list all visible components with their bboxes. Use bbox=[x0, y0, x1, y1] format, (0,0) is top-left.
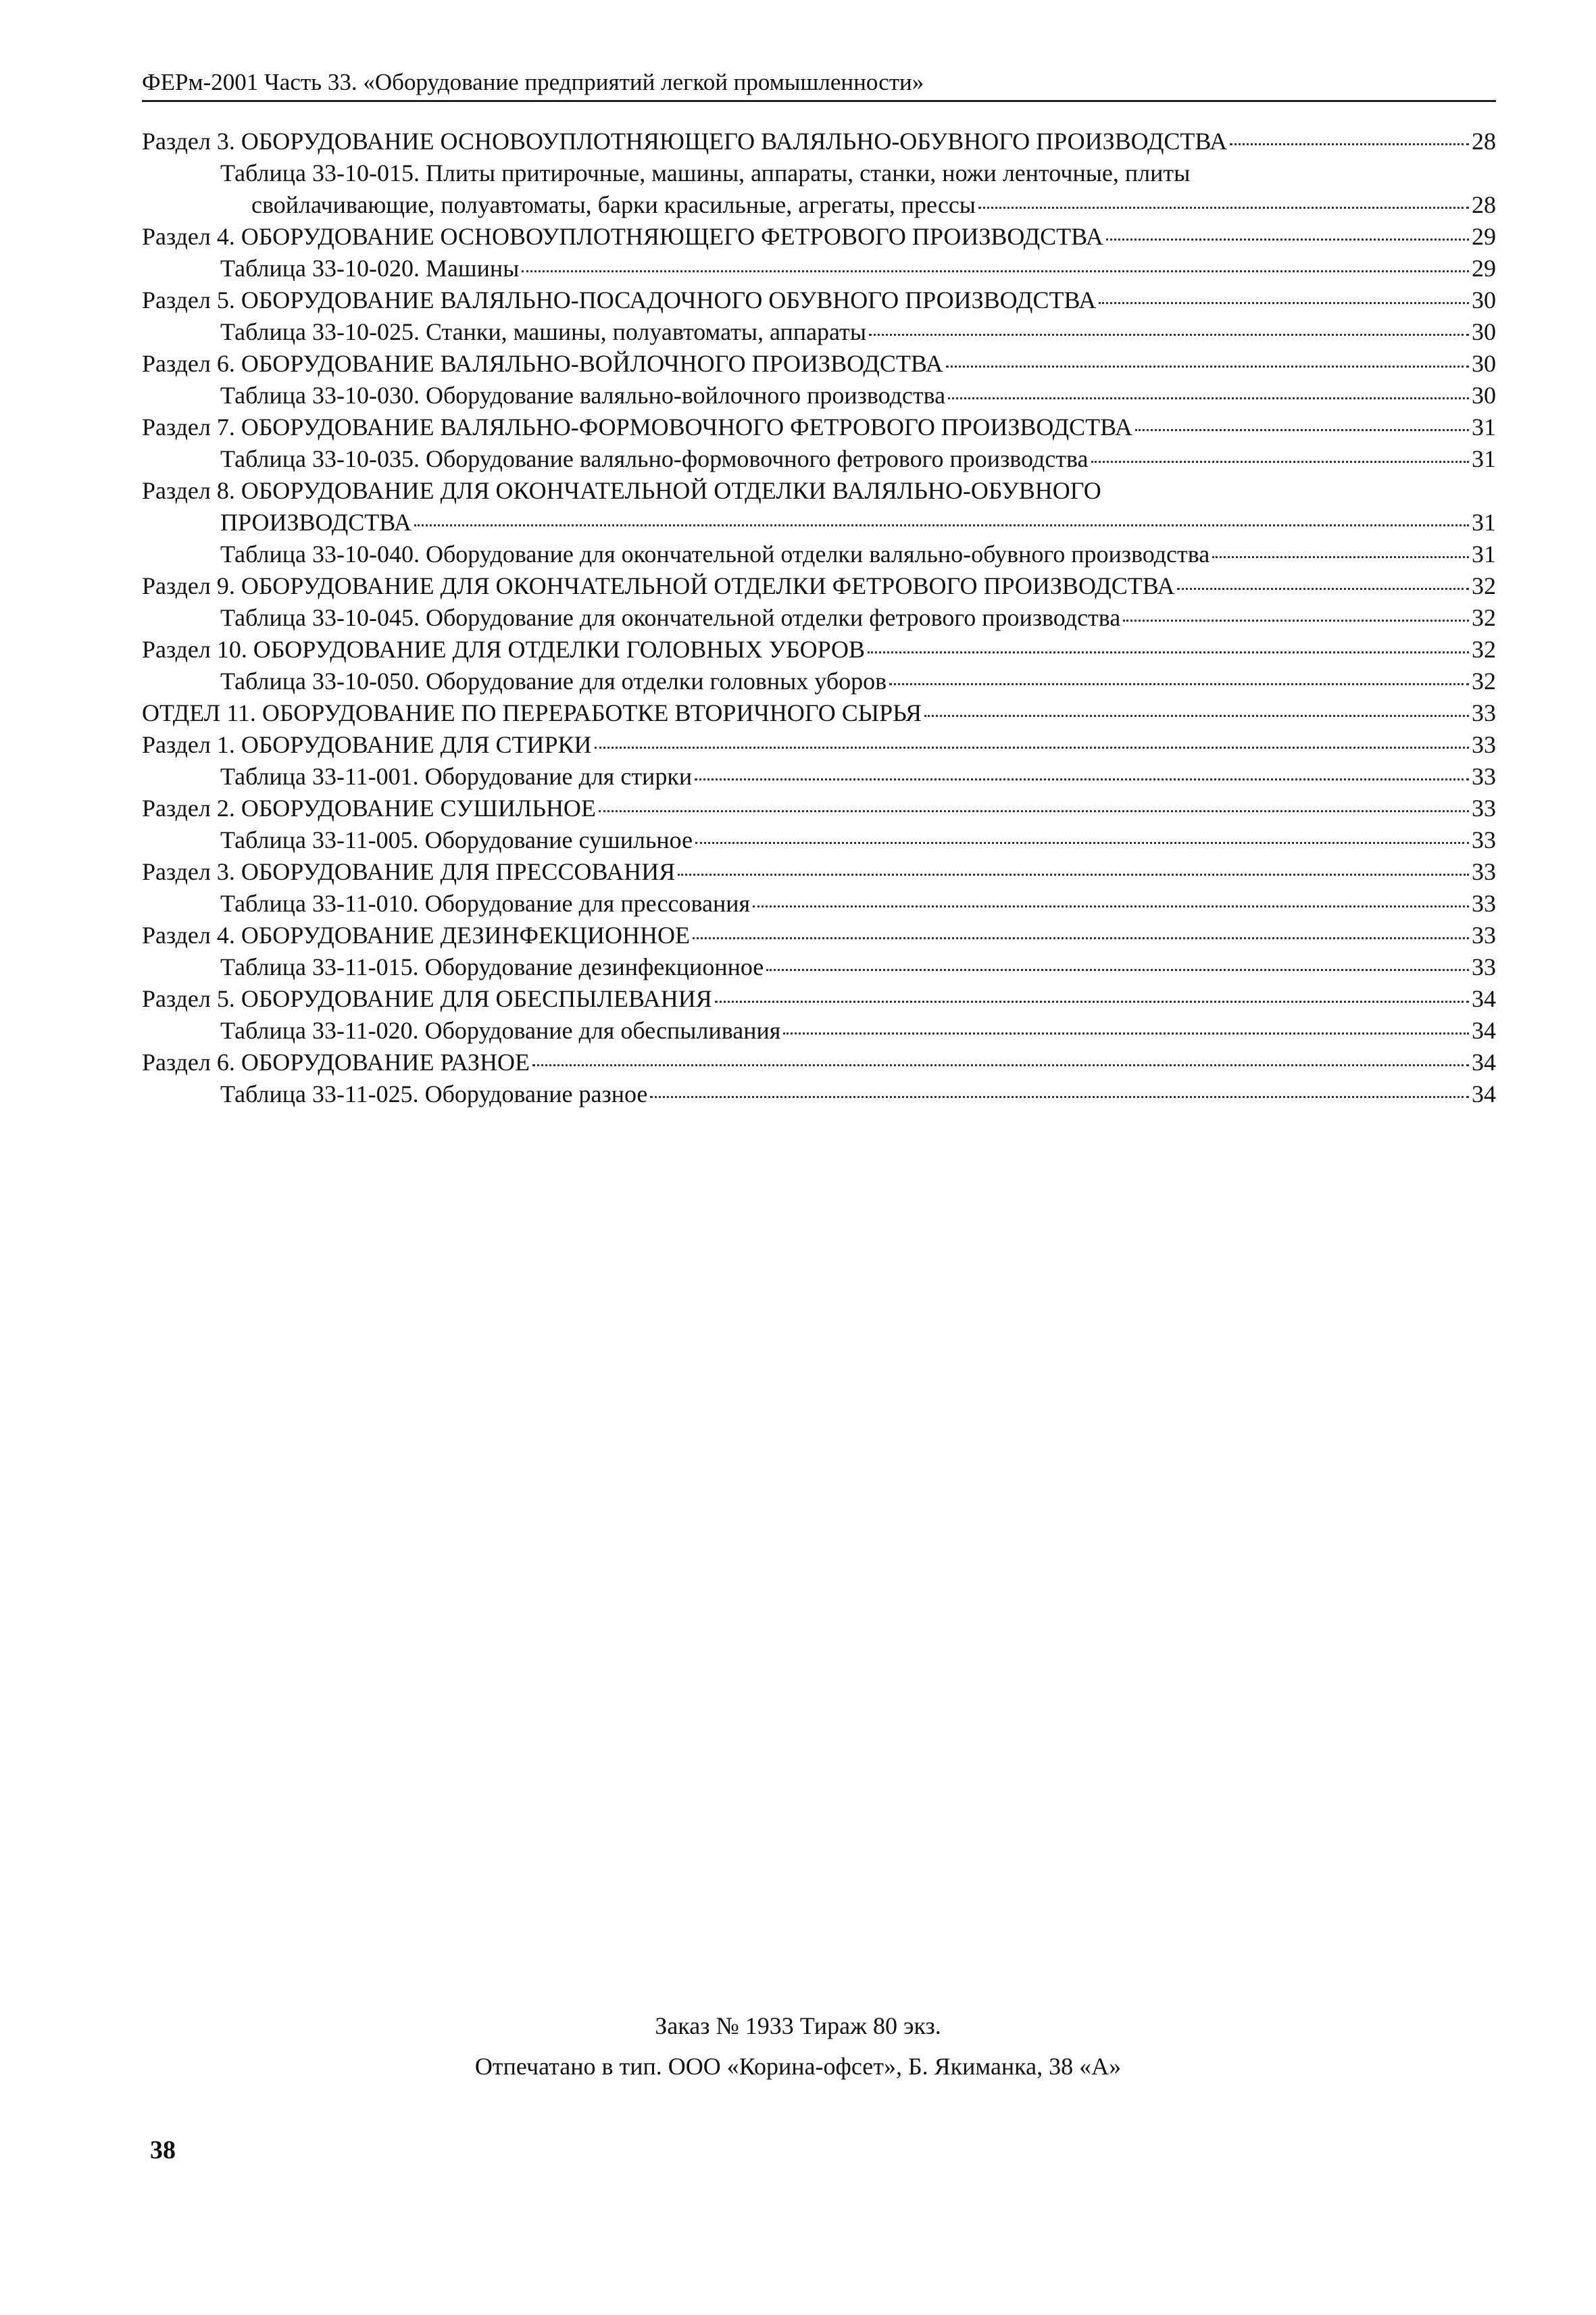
toc-entry-text: Раздел 6. ОБОРУДОВАНИЕ РАЗНОЕ bbox=[142, 1049, 530, 1076]
toc-entry-text: Раздел 9. ОБОРУДОВАНИЕ ДЛЯ ОКОНЧАТЕЛЬНОЙ ОТДЕЛКИ ФЕТРОВОГО ПРОИЗВОДСТВА bbox=[142, 572, 1175, 599]
toc-entry-text: Таблица 33-10-035. Оборудование валяльно-формовочного фетрового производства bbox=[220, 445, 1089, 472]
toc-entry-text: Раздел 4. ОБОРУДОВАНИЕ ДЕЗИНФЕКЦИОННОЕ bbox=[142, 922, 690, 949]
toc-entry-text: Таблица 33-10-015. Плиты притирочные, машины, аппараты, станки, ножи ленточные, плиты bbox=[220, 159, 1191, 186]
toc-entry-text: Таблица 33-11-025. Оборудование разное bbox=[220, 1080, 648, 1107]
toc-entry-section bbox=[142, 729, 1496, 761]
toc-page-number: 33 bbox=[1472, 890, 1496, 917]
order-line: Заказ № 1933 Тираж 80 экз. bbox=[655, 2012, 941, 2039]
toc-page-number: 33 bbox=[1472, 763, 1496, 790]
toc-page-number: 31 bbox=[1472, 541, 1496, 568]
toc-entry-table bbox=[142, 824, 1496, 856]
toc-entry-table bbox=[142, 1078, 1496, 1110]
toc-entry-section bbox=[142, 856, 1496, 888]
toc-page-number: 33 bbox=[1472, 858, 1496, 885]
toc-entry-text: Таблица 33-11-015. Оборудование дезинфекционное bbox=[220, 953, 764, 980]
toc-entry-text: Раздел 5. ОБОРУДОВАНИЕ ДЛЯ ОБЕСПЫЛЕВАНИЯ bbox=[142, 985, 712, 1012]
page-number: 38 bbox=[150, 2136, 176, 2164]
header-title: ФЕРм-2001 Часть 33. «Оборудование предприятий легкой промышленности» bbox=[142, 69, 924, 95]
dot-leader bbox=[1212, 555, 1469, 558]
toc-entry-text: Таблица 33-11-005. Оборудование сушильное bbox=[220, 826, 693, 853]
dot-leader bbox=[532, 1064, 1469, 1066]
toc-entry-text: Таблица 33-11-010. Оборудование для прессования bbox=[220, 890, 751, 917]
toc-page-number: 33 bbox=[1472, 795, 1496, 822]
toc-entry-text: Таблица 33-10-025. Станки, машины, полуавтоматы, аппараты bbox=[220, 318, 867, 345]
toc-entry-text: Таблица 33-10-050. Оборудование для отделки головных уборов bbox=[220, 668, 887, 695]
toc-page-number: 32 bbox=[1472, 604, 1496, 631]
dot-leader bbox=[595, 746, 1469, 749]
toc-entry-table bbox=[142, 666, 1496, 697]
toc-entry-table bbox=[142, 539, 1496, 570]
printed-line: Отпечатано в тип. ООО «Корина-офсет», Б. Якиманка, 38 «А» bbox=[474, 2053, 1122, 2080]
toc-page-number: 34 bbox=[1472, 1049, 1496, 1076]
toc-entry-text: Раздел 6. ОБОРУДОВАНИЕ ВАЛЯЛЬНО-ВОЙЛОЧНОГО ПРОИЗВОДСТВА bbox=[142, 350, 943, 377]
dot-leader bbox=[889, 682, 1469, 685]
dot-leader bbox=[695, 841, 1469, 844]
toc-page-number: 34 bbox=[1472, 985, 1496, 1012]
dot-leader bbox=[678, 873, 1469, 876]
dot-leader bbox=[650, 1095, 1469, 1098]
toc-page-number: 31 bbox=[1472, 414, 1496, 441]
toc-entry-text: Раздел 1. ОБОРУДОВАНИЕ ДЛЯ СТИРКИ bbox=[142, 731, 592, 758]
toc-entry-continuation bbox=[142, 189, 1496, 221]
toc-page-number: 32 bbox=[1472, 668, 1496, 695]
toc-entry-section bbox=[142, 126, 1496, 157]
toc-page-number: 32 bbox=[1472, 572, 1496, 599]
toc-entry-section bbox=[142, 634, 1496, 666]
toc-entry-section bbox=[142, 284, 1496, 316]
toc-page-number: 30 bbox=[1472, 287, 1496, 314]
dot-leader bbox=[1099, 301, 1469, 304]
table-of-contents bbox=[142, 126, 1496, 1110]
dot-leader bbox=[948, 397, 1469, 399]
dot-leader bbox=[978, 206, 1469, 209]
toc-entry-text: Таблица 33-10-020. Машины bbox=[220, 255, 520, 282]
toc-page-number: 29 bbox=[1472, 223, 1496, 250]
toc-entry-section bbox=[142, 221, 1496, 253]
dot-leader bbox=[414, 524, 1469, 526]
dot-leader bbox=[1091, 460, 1469, 463]
toc-entry-text: Раздел 2. ОБОРУДОВАНИЕ СУШИЛЬНОЕ bbox=[142, 795, 596, 822]
dot-leader bbox=[599, 810, 1469, 812]
dot-leader bbox=[522, 270, 1469, 272]
toc-entry-section bbox=[142, 983, 1496, 1015]
dot-leader bbox=[693, 937, 1469, 939]
toc-page-number: 30 bbox=[1472, 382, 1496, 409]
toc-entry-text: Таблица 33-11-001. Оборудование для стирки bbox=[220, 763, 693, 790]
dot-leader bbox=[1177, 587, 1469, 590]
toc-entry-table bbox=[142, 443, 1496, 475]
toc-page-number: 28 bbox=[1472, 128, 1496, 155]
toc-page-number: 33 bbox=[1472, 731, 1496, 758]
toc-entry-text: Таблица 33-11-020. Оборудование для обеспыливания bbox=[220, 1017, 781, 1044]
toc-entry-text: Раздел 3. ОБОРУДОВАНИЕ ОСНОВОУПЛОТНЯЮЩЕГО ВАЛЯЛЬНО-ОБУВНОГО ПРОИЗВОДСТВА bbox=[142, 128, 1228, 155]
toc-page-number: 33 bbox=[1472, 922, 1496, 949]
toc-entry-text: Таблица 33-10-045. Оборудование для окончательной отделки фетрового производства bbox=[220, 604, 1121, 631]
toc-entry-section bbox=[142, 570, 1496, 602]
dot-leader bbox=[1106, 238, 1469, 241]
toc-page-number: 34 bbox=[1472, 1080, 1496, 1107]
toc-page-number: 30 bbox=[1472, 318, 1496, 345]
dot-leader bbox=[766, 968, 1469, 971]
toc-entry-table bbox=[142, 888, 1496, 920]
toc-entry-text: Раздел 8. ОБОРУДОВАНИЕ ДЛЯ ОКОНЧАТЕЛЬНОЙ ОТДЕЛКИ ВАЛЯЛЬНО-ОБУВНОГО bbox=[142, 477, 1101, 504]
toc-page-number: 33 bbox=[1472, 953, 1496, 980]
toc-page-number: 29 bbox=[1472, 255, 1496, 282]
toc-entry-section bbox=[142, 920, 1496, 951]
dot-leader bbox=[868, 651, 1469, 653]
toc-entry-table bbox=[142, 380, 1496, 412]
dot-leader bbox=[924, 714, 1469, 717]
toc-page-number: 32 bbox=[1472, 636, 1496, 663]
toc-entry-text: Раздел 5. ОБОРУДОВАНИЕ ВАЛЯЛЬНО-ПОСАДОЧНОГО ОБУВНОГО ПРОИЗВОДСТВА bbox=[142, 287, 1097, 314]
dot-leader bbox=[783, 1032, 1469, 1035]
dot-leader bbox=[869, 333, 1469, 336]
toc-entry-table bbox=[142, 602, 1496, 634]
toc-page-number: 28 bbox=[1472, 191, 1496, 218]
toc-entry-text: Раздел 3. ОБОРУДОВАНИЕ ДЛЯ ПРЕССОВАНИЯ bbox=[142, 858, 676, 885]
toc-entry-table bbox=[142, 1015, 1496, 1047]
toc-entry-text: Таблица 33-10-030. Оборудование валяльно-войлочного производства bbox=[220, 382, 946, 409]
dot-leader bbox=[753, 905, 1469, 907]
toc-page-number: 31 bbox=[1472, 509, 1496, 536]
toc-entry-section bbox=[142, 475, 1496, 507]
toc-entry-text: Таблица 33-10-040. Оборудование для окончательной отделки валяльно-обувного производства bbox=[220, 541, 1210, 568]
dot-leader bbox=[715, 1000, 1469, 1003]
toc-entry-table bbox=[142, 157, 1496, 189]
toc-entry-text: Раздел 10. ОБОРУДОВАНИЕ ДЛЯ ОТДЕЛКИ ГОЛОВНЫХ УБОРОВ bbox=[142, 636, 866, 663]
toc-entry-table bbox=[142, 761, 1496, 793]
imprint-block bbox=[0, 2006, 1596, 2087]
dot-leader bbox=[1230, 143, 1469, 145]
dot-leader bbox=[695, 778, 1469, 780]
toc-page-number: 33 bbox=[1472, 826, 1496, 853]
toc-entry-table bbox=[142, 951, 1496, 983]
running-header bbox=[142, 68, 1496, 102]
toc-entry-continuation bbox=[142, 507, 1496, 539]
toc-entry-table bbox=[142, 316, 1496, 348]
dot-leader bbox=[946, 365, 1469, 368]
dot-leader bbox=[1123, 619, 1469, 622]
toc-entry-text: свойлачивающие, полуавтоматы, барки красильные, агрегаты, прессы bbox=[251, 191, 976, 218]
toc-page-number: 34 bbox=[1472, 1017, 1496, 1044]
dot-leader bbox=[1135, 428, 1469, 431]
toc-entry-section bbox=[142, 412, 1496, 443]
toc-entry-text: ПРОИЗВОДСТВА bbox=[220, 509, 412, 536]
toc-page-number: 30 bbox=[1472, 350, 1496, 377]
toc-entry-section bbox=[142, 793, 1496, 824]
toc-entry-text: Раздел 7. ОБОРУДОВАНИЕ ВАЛЯЛЬНО-ФОРМОВОЧНОГО ФЕТРОВОГО ПРОИЗВОДСТВА bbox=[142, 414, 1132, 441]
toc-entry-section bbox=[142, 348, 1496, 380]
toc-page-number: 31 bbox=[1472, 445, 1496, 472]
toc-entry-text: Раздел 4. ОБОРУДОВАНИЕ ОСНОВОУПЛОТНЯЮЩЕГО ФЕТРОВОГО ПРОИЗВОДСТВА bbox=[142, 223, 1103, 250]
toc-entry-department bbox=[142, 697, 1496, 729]
toc-page-number: 33 bbox=[1472, 699, 1496, 726]
toc-entry-section bbox=[142, 1047, 1496, 1078]
toc-entry-text: ОТДЕЛ 11. ОБОРУДОВАНИЕ ПО ПЕРЕРАБОТКЕ ВТОРИЧНОГО СЫРЬЯ bbox=[142, 699, 922, 726]
toc-entry-table bbox=[142, 253, 1496, 284]
